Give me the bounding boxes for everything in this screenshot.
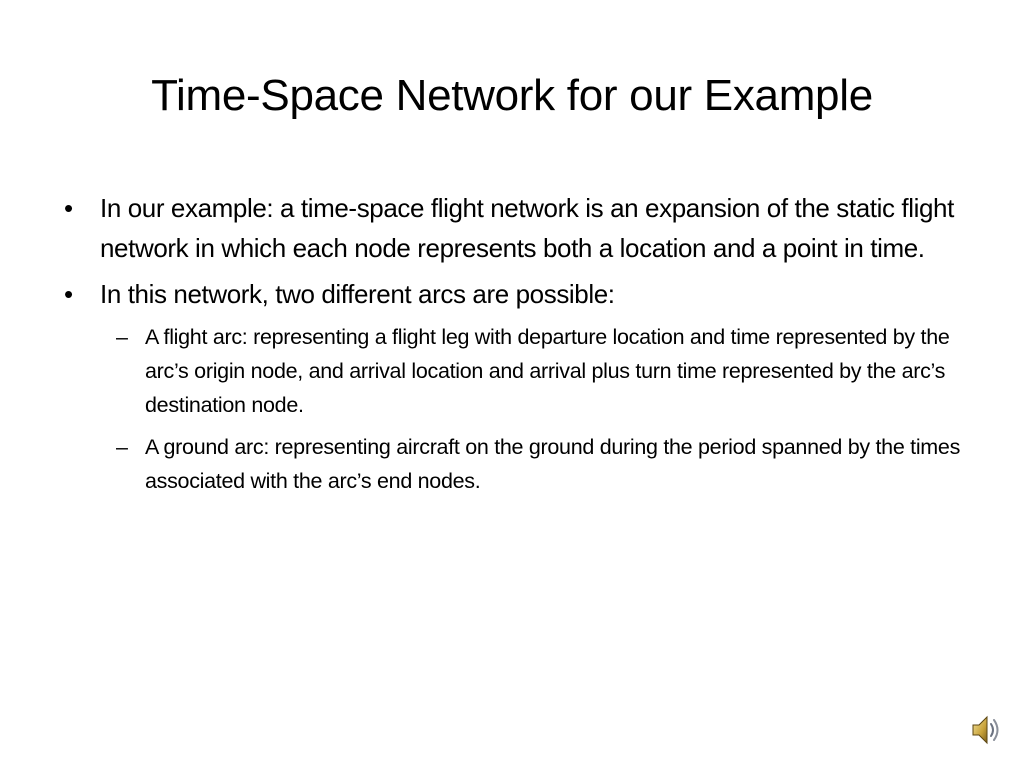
slide-title: Time-Space Network for our Example: [151, 71, 873, 120]
sub-bullet-item: [100, 430, 976, 498]
speaker-icon[interactable]: [970, 712, 1002, 748]
bullet-text: In our example: a time-space flight network is an expansion of the static flight network in which each node represents both a location and a point in time.: [100, 193, 954, 263]
slide-content: [56, 188, 976, 506]
bullet-marker: •: [64, 193, 73, 223]
sub-bullet-text: A flight arc: representing a flight leg with departure location and time represented by the arc’s origin node, and arrival location and arrival plus turn time represented by the arc’s destination node.: [145, 325, 950, 417]
bullet-list: [56, 188, 976, 314]
bullet-item: [56, 274, 976, 314]
sub-bullet-marker: –: [116, 435, 128, 459]
sub-bullet-item: [100, 320, 976, 422]
sub-bullet-list: [56, 320, 976, 498]
speaker-icon-graphic: [970, 712, 1002, 748]
bullet-item: [56, 188, 976, 268]
sub-bullet-text: A ground arc: representing aircraft on the ground during the period spanned by the times associated with the arc’s end nodes.: [145, 435, 961, 493]
bullet-text: In this network, two different arcs are possible:: [100, 279, 615, 309]
sub-bullet-marker: –: [116, 325, 128, 349]
bullet-marker: •: [64, 279, 73, 309]
